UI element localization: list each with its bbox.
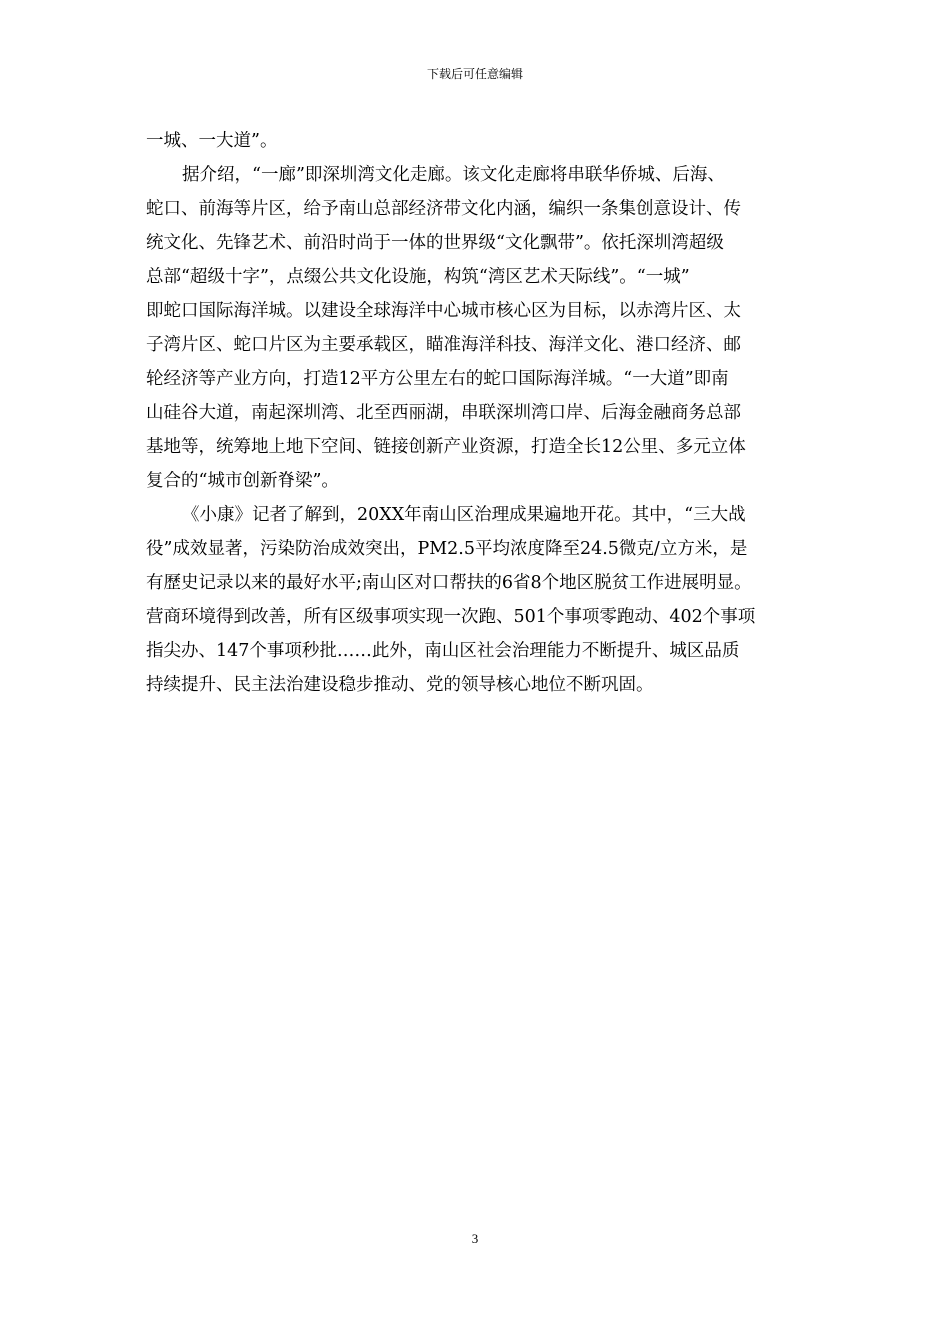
text-line: 总部“超级十字”，点缀公共文化设施，构筑“湾区艺术天际线”。“一城”: [146, 267, 690, 287]
text-line: 营商环境得到改善，所有区级事项实现一次跑、501个事项零跑动、402个事项: [146, 607, 756, 627]
document-body: [146, 124, 808, 702]
text-line: 复合的“城市创新脊梁”。: [146, 471, 339, 491]
text-line: 统文化、先锋艺术、前沿时尚于一体的世界级“文化飘带”。依托深圳湾超级: [146, 233, 724, 253]
text-line: 基地等，统筹地上地下空间、链接创新产业资源，打造全长12公里、多元立体: [146, 437, 746, 457]
text-line: 子湾片区、蛇口片区为主要承载区，瞄准海洋科技、海洋文化、港口经济、邮: [146, 335, 741, 355]
text-line: 指尖办、147个事项秒批……此外，南山区社会治理能力不断提升、城区品质: [146, 641, 740, 661]
text-line: 山硅谷大道，南起深圳湾、北至西丽湖，串联深圳湾口岸、后海金融商务总部: [146, 403, 741, 423]
page-number: 3: [471, 1231, 479, 1246]
text-line: 即蛇口国际海洋城。以建设全球海洋中心城市核心区为目标，以赤湾片区、太: [146, 301, 741, 321]
text-line: 一城、一大道”。: [146, 131, 278, 151]
page-header: 下载后可任意编辑: [426, 67, 523, 81]
text-line: 轮经济等产业方向，打造12平方公里左右的蛇口国际海洋城。“一大道”即南: [146, 369, 729, 389]
text-line: 蛇口、前海等片区，给予南山总部经济带文化内涵，编织一条集创意设计、传: [146, 199, 741, 219]
text-line: 役”成效显著，污染防治成效突出，PM2.5平均浓度降至24.5微克/立方米，是: [146, 539, 748, 559]
paragraph-start-line: 据介绍，“一廊”即深圳湾文化走廊。该文化走廊将串联华侨城、后海、: [182, 165, 725, 185]
paragraph-start-line: 《小康》记者了解到，20XX年南山区治理成果遍地开花。其中，“三大战: [182, 505, 746, 525]
text-line: 持续提升、民主法治建设稳步推动、党的领导核心地位不断巩固。: [146, 675, 654, 695]
text-line: 有歷史记录以来的最好水平;南山区对口帮扶的6省8个地区脱贫工作进展明显。: [146, 573, 752, 593]
